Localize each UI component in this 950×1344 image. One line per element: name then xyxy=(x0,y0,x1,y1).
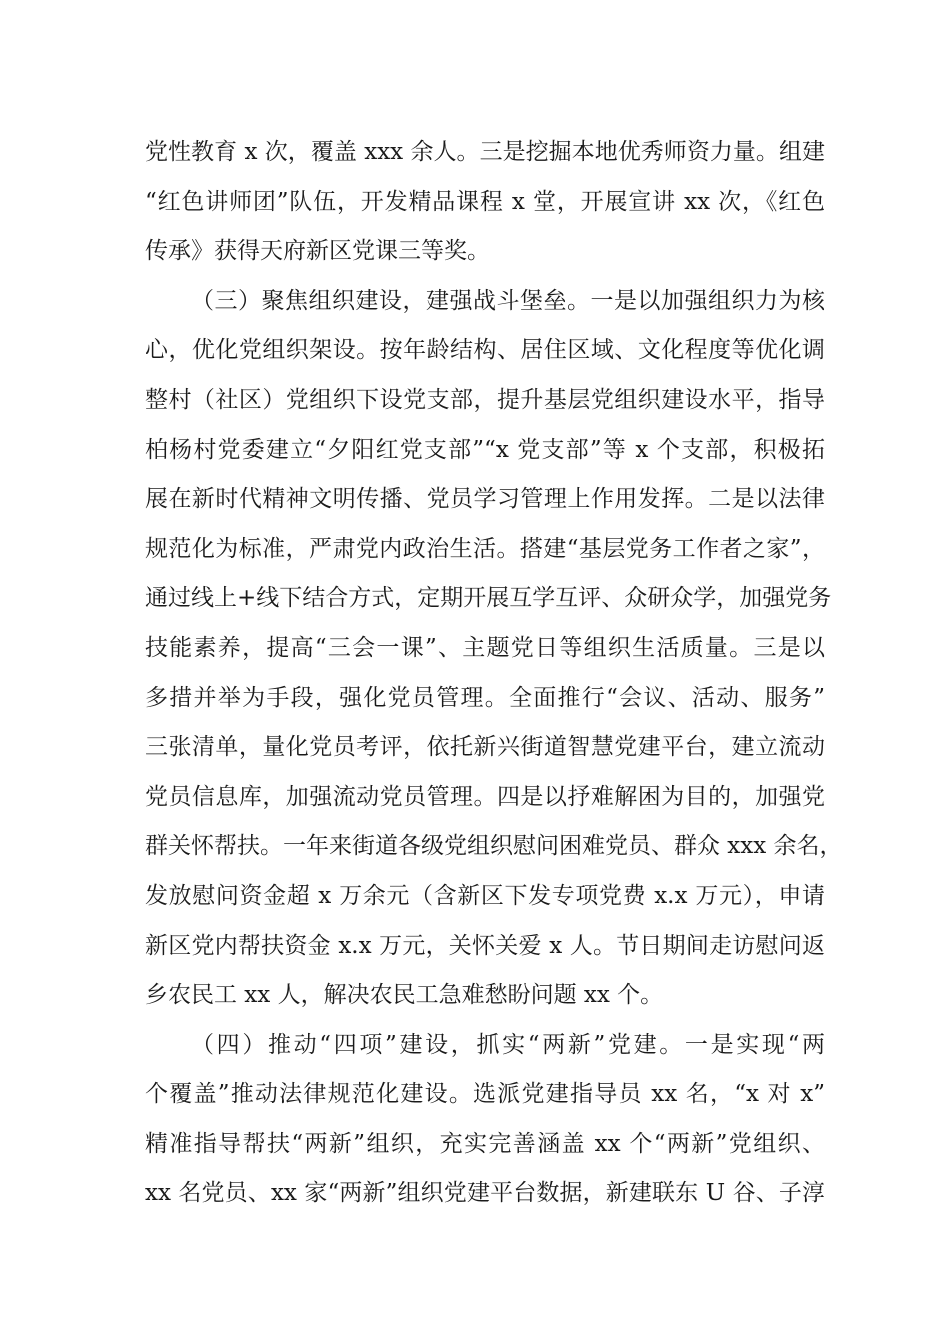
text-line: 多措并举为手段，强化党员管理。全面推行“会议、活动、服务” xyxy=(145,684,825,711)
text-line: “红色讲师团”队伍，开发精品课程 x 堂，开展宣讲 xx 次，《红色 xyxy=(145,188,825,215)
text-line: 心，优化党组织架设。按年龄结构、居住区域、文化程度等优化调 xyxy=(145,337,825,364)
text-line: 发放慰问资金超 x 万余元（含新区下发专项党费 x.x 万元），申请 xyxy=(145,882,825,909)
text-line: 传承》获得天府新区党课三等奖。 xyxy=(145,238,490,265)
text-line: 通过线上+线下结合方式，定期开展互学互评、众研众学，加强党务 xyxy=(145,585,832,612)
text-line: 三张清单，量化党员考评，依托新兴街道智慧党建平台，建立流动 xyxy=(145,734,825,761)
text-line: 规范化为标准，严肃党内政治生活。搭建“基层党务工作者之家”， xyxy=(145,535,825,562)
text-line: 精准指导帮扶“两新”组织，充实完善涵盖 xx 个“两新”党组织、 xyxy=(145,1130,825,1157)
text-line: 党员信息库，加强流动党员管理。四是以抒难解困为目的，加强党 xyxy=(145,783,825,810)
text-line: xx 名党员、xx 家“两新”组织党建平台数据，新建联东 U 谷、子淳 xyxy=(145,1180,825,1207)
text-line: 整村（社区）党组织下设党支部，提升基层党组织建设水平，指导 xyxy=(145,386,825,413)
text-line: 展在新时代精神文明传播、党员学习管理上作用发挥。二是以法律 xyxy=(145,486,825,513)
section-heading-line: （四）推动“四项”建设，抓实“两新”党建。一是实现“两 xyxy=(191,1031,825,1058)
document-body xyxy=(145,128,843,1219)
text-line: 新区党内帮扶资金 x.x 万元，关怀关爱 x 人。节日期间走访慰问返 xyxy=(145,932,826,959)
text-line: 党性教育 x 次，覆盖 xxx 余人。三是挖掘本地优秀师资力量。组建 xyxy=(145,139,825,165)
text-line: 群关怀帮扶。一年来街道各级党组织慰问困难党员、群众 xxx 余名， xyxy=(145,833,843,860)
text-line: 柏杨村党委建立“夕阳红党支部”“x 党支部”等 x 个支部，积极拓 xyxy=(145,436,825,463)
text-line: 乡农民工 xx 人，解决农民工急难愁盼问题 xx 个。 xyxy=(145,982,664,1009)
text-line: 个覆盖”推动法律规范化建设。选派党建指导员 xx 名，“x 对 x” xyxy=(145,1081,825,1108)
section-heading-line: （三）聚焦组织建设，建强战斗堡垒。一是以加强组织力为核 xyxy=(191,287,825,314)
text-line: 技能素养，提高“三会一课”、主题党日等组织生活质量。三是以 xyxy=(145,634,825,661)
